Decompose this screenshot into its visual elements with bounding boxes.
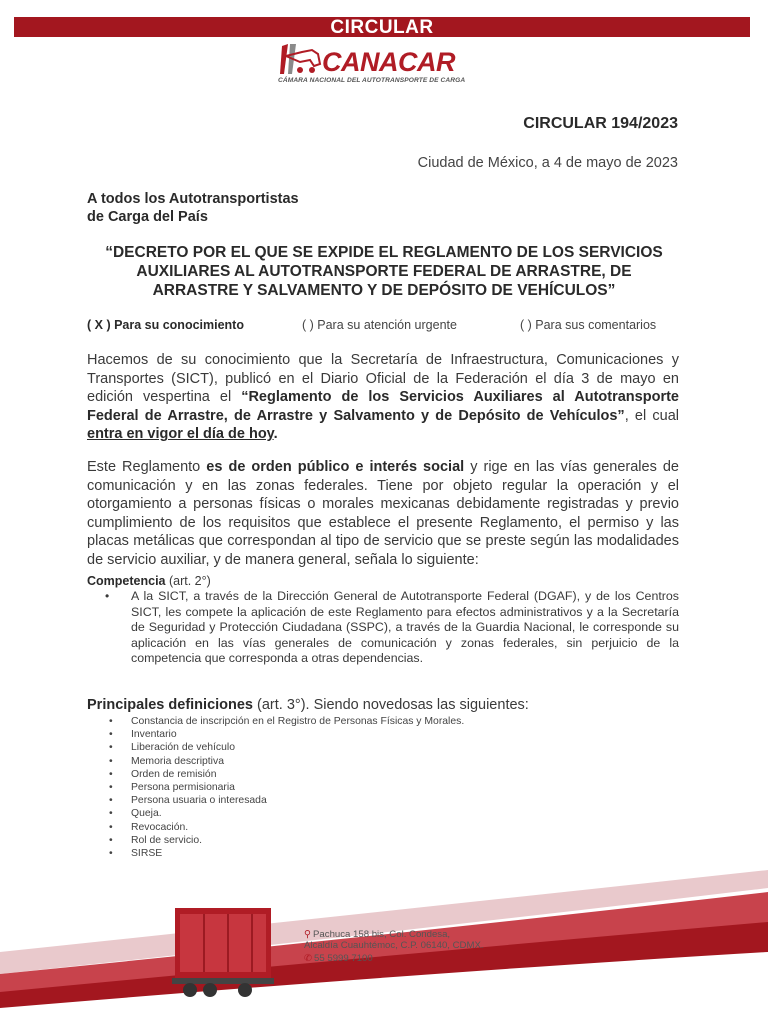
regulation-name: “Reglamento de los Servicios Auxiliares al Autotransporte Federal de Arrastre, de Arrastre y Salvamento y de Depósito de Vehículos”	[87, 389, 679, 424]
p2-bold: es de orden público e interés social	[206, 459, 465, 475]
truck-logo-icon	[278, 40, 322, 76]
definiciones-title: Principales definiciones	[87, 697, 253, 713]
list-item: • Constancia de inscripción en el Registro de Personas Físicas y Morales.	[109, 715, 464, 728]
p2-rest: y rige en las vías generales de comunicación y en las zonas federales. Tiene por objeto regular la operación y el otorgamiento a personas físicas o morales mexicanas debidamente registradas y previo cumplimiento de los requisitos que establece el presente Reglamento, el permiso y las placas metálicas que correspondan al tipo de servicio que se preste según las modalidades de servicio auxiliar, y de manera general, señala lo siguiente:	[87, 459, 679, 568]
decree-title-line3: ARRASTRE Y SALVAMENTO Y DE DEPÓSITO DE VEHÍCULOS”	[152, 282, 616, 299]
p1-intro: Hacemos de su conocimiento que la Secretaría de Infraestructura, Comunicaciones y Transportes (SICT), publicó en el Diario Oficial de la Federación el día 3 de mayo en edición vespertina el	[87, 352, 679, 406]
option-comments: ( ) Para sus comentarios	[520, 318, 657, 332]
logo-name: CANACAR	[322, 47, 455, 77]
p1-mid: , el cual	[624, 407, 679, 424]
document-date: Ciudad de México, a 4 de mayo de 2023	[417, 155, 678, 171]
list-item: • Revocación.	[109, 821, 464, 834]
location-pin-icon: ⚲	[304, 929, 312, 940]
definiciones-rest: (art. 3°). Siendo novedosas las siguientes:	[253, 697, 529, 713]
phone-number: 55 5999 7100	[314, 953, 373, 964]
phone-icon: ✆	[304, 953, 313, 964]
p2-intro: Este Reglamento	[87, 459, 207, 475]
circular-banner: CIRCULAR	[14, 17, 750, 37]
decree-title-line1: “DECRETO POR EL QUE SE EXPIDE EL REGLAMENTO DE LOS SERVICIOS	[105, 244, 663, 261]
circular-number: CIRCULAR 194/2023	[523, 115, 678, 132]
competencia-text: A la SICT, a través de la Dirección General de Autotransporte Federal (DGAF), y de los Centros SICT, les compete la aplicación de este Reglamento para efectos administrativos y a la Secretaría de Seguridad y Protección Ciudadana (SSPC), a través de la Guardia Nacional, le corresponde su aplicación en las vías generales de comunicación y zonas federales, sin perjuicio de la competencia que corresponda a otras dependencias.	[131, 589, 679, 666]
footer-phone	[304, 953, 373, 964]
canacar-logo	[278, 40, 498, 88]
list-item: • Persona permisionaria	[109, 781, 464, 794]
list-item: • Inventario	[109, 728, 464, 741]
paragraph-scope	[87, 458, 679, 570]
list-item: • Queja.	[109, 807, 464, 820]
decree-title-line2: AUXILIARES AL AUTOTRANSPORTE FEDERAL DE ARRASTRE, DE	[136, 263, 632, 280]
footer-address	[304, 929, 484, 951]
p1-end: .	[273, 426, 278, 443]
definiciones-heading	[87, 697, 529, 713]
competencia-ref: (art. 2°)	[165, 574, 211, 588]
logo-subtitle: CÁMARA NACIONAL DEL AUTOTRANSPORTE DE CARGA	[278, 77, 466, 84]
list-item: • Rol de servicio.	[109, 834, 464, 847]
definitions-list	[109, 715, 464, 860]
addressee	[87, 190, 299, 226]
list-item: • Orden de remisión	[109, 768, 464, 781]
truck-trailer-icon	[172, 908, 274, 997]
list-item: • Liberación de vehículo	[109, 741, 464, 754]
list-item: • Persona usuaria o interesada	[109, 794, 464, 807]
addressee-line2: de Carga del País	[87, 209, 208, 225]
decree-title	[80, 243, 688, 300]
in-force-notice: entra en vigor el día de hoy	[87, 426, 274, 443]
paragraph-publication	[87, 351, 679, 444]
option-knowledge: ( X ) Para su conocimiento	[87, 318, 244, 332]
address-line1: Pachuca 158 bis, Col. Condesa,	[313, 929, 451, 940]
competencia-title: Competencia	[87, 574, 166, 588]
addressee-line1: A todos los Autotransportistas	[87, 191, 299, 207]
option-urgent: ( ) Para su atención urgente	[302, 318, 457, 332]
list-item: • Memoria descriptiva	[109, 755, 464, 768]
address-line2: Alcaldía Cuauhtémoc, C.P. 06140, CDMX.	[304, 940, 484, 951]
bullet-icon: •	[105, 589, 110, 603]
list-item: • SIRSE	[109, 847, 464, 860]
competencia-heading	[87, 574, 211, 588]
